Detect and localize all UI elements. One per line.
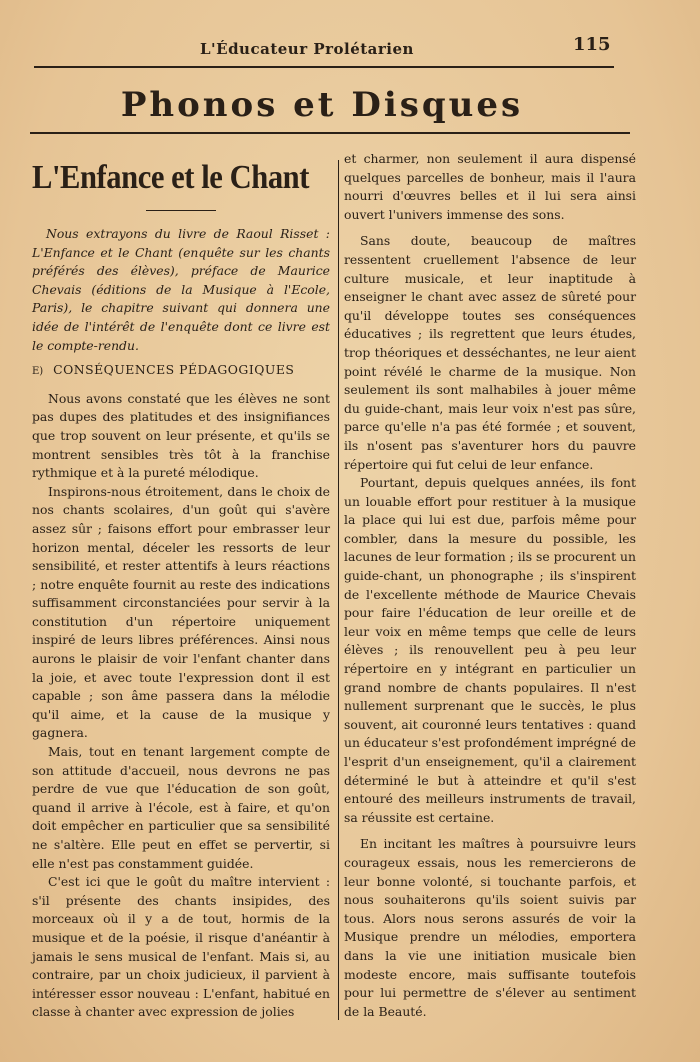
paragraph: Mais, tout en tenant largement compte de son attitude d'accueil, nous devrons ne pas perdre de vue que l'éducation de son goût, quand il arrive à l'école, est à faire, et qu'on doit empêcher en particulier que sa sensibilité ne s'altère. Elle peut en effet se pervertir, si elle n'est pas constamment guidée. bbox=[32, 744, 330, 871]
paragraph: Sans doute, beaucoup de maîtres ressentent cruellement l'absence de leur culture musicale, et leur inaptitude à enseigner le chant avec assez de sûreté pour qu'il développe toutes ses conséquences éducatives ; ils regrettent que leurs études, trop théoriques et desséchantes, ne leur aient point révélé le charme de la musique. Non seulement ils sont malhabiles à jouer même du guide-chant, mais leur voix n'est pas sûre, parce qu'elle n'a pas été formée ; et souvent, ils n'osent pas s'aventurer hors du pauvre répertoire qui fut celui de leur enfance. bbox=[344, 233, 636, 472]
subsection-heading bbox=[32, 361, 330, 382]
column-divider bbox=[338, 160, 339, 1020]
section-rule bbox=[30, 132, 630, 134]
paragraph: Inspirons-nous étroitement, dans le choix de nos chants scolaires, d'un goût qui s'avère assez sûr ; faisons effort pour embrasser leur horizon mental, déceler les ressorts de leur sensibilité, et rester attentifs à leurs réactions ; notre enquête fournit au reste des indications suffisamment circonstanciées pour servir à la constitution d'un répertoire uniquement inspiré de leurs libres préférences. Ainsi nous aurons le plaisir de voir l'enfant chanter dans la joie, et avec toute l'expression dont il est capable ; son âme passera dans la mélodie qu'il aime, et la cause de la musique y gagnera. bbox=[32, 483, 330, 741]
header-rule bbox=[34, 66, 614, 68]
article-title: L'Enfance et le Chant bbox=[32, 159, 310, 196]
subsection-title: CONSÉQUENCES PÉDAGOGIQUES bbox=[53, 362, 295, 378]
right-column bbox=[344, 150, 636, 1021]
page-number: 115 bbox=[573, 34, 611, 55]
subsection-marker: E) bbox=[32, 366, 44, 378]
running-header: L'Éducateur Prolétarien bbox=[200, 40, 414, 58]
section-title: Phonos et Disques bbox=[120, 85, 524, 125]
paragraph: C'est ici que le goût du maître intervient : s'il présente des chants insipides, des morceaux où il y a de tout, hormis de la musique et de la poésie, il risque d'anéantir à jamais le sens musical de l'enfant. Mais si, au contraire, par un choix judicieux, il parvient à intéresser essor nouveau : L'enfant, habitué en classe à chanter avec expression de jolies bbox=[32, 874, 330, 1020]
paragraph-continuation: et charmer, non seulement il aura dispensé quelques parcelles de bonheur, mais il l'aura nourri d'œuvres belles et il lui sera ainsi ouvert l'univers immense des sons. bbox=[344, 151, 636, 222]
left-column bbox=[32, 150, 330, 1022]
article-intro: Nous extrayons du livre de Raoul Risset : L'Enfance et le Chant (enquête sur les chants préférés des élèves), préface de Maurice Chevais (éditions de la Musique à l'Ecole, Paris), le chapitre suivant qui donnera une idée de l'intérêt de l'enquête dont ce livre est le compte-rendu. bbox=[32, 226, 330, 353]
paragraph: En incitant les maîtres à poursuivre leurs courageux essais, nous les remercierons de leur bonne volonté, si touchante parfois, et nous souhaiterons qu'ils soient suivis par tous. Alors nous serons assurés de voir la Musique prendre un mélodies, emportera dans la vie une initiation musicale bien modeste encore, mais suffisante toutefois pour lui permettre de s'élever au sentiment de la Beauté. bbox=[344, 836, 636, 1019]
paragraph: Pourtant, depuis quelques années, ils font un louable effort pour restituer à la musique la place qui lui est due, parfois même pour combler, dans la mesure du possible, les lacunes de leur formation ; ils se procurent un guide-chant, un phonographe ; ils s'inspirent de l'excellente méthode de Maurice Chevais pour faire l'éducation de leur oreille et de leur voix en même temps que celle de leurs élèves ; ils renouvellent peu à peu leur répertoire en y intégrant en particulier un grand nombre de chants populaires. Il n'est nullement surprenant que le succès, le plus souvent, ait couronné leurs tentatives : quand un éducateur s'est profondément imprégné de l'esprit d'un enseignement, qu'il a clairement déterminé le but à atteindre et qu'il s'est entouré des meilleurs instruments de travail, sa réussite est certaine. bbox=[344, 475, 636, 825]
title-rule bbox=[146, 210, 216, 211]
paragraph: Nous avons constaté que les élèves ne sont pas dupes des platitudes et des insignifiances que trop souvent on leur présente, et qu'ils se montrent sensibles très tôt à la franchise rythmique et à la pureté mélodique. bbox=[32, 390, 330, 481]
